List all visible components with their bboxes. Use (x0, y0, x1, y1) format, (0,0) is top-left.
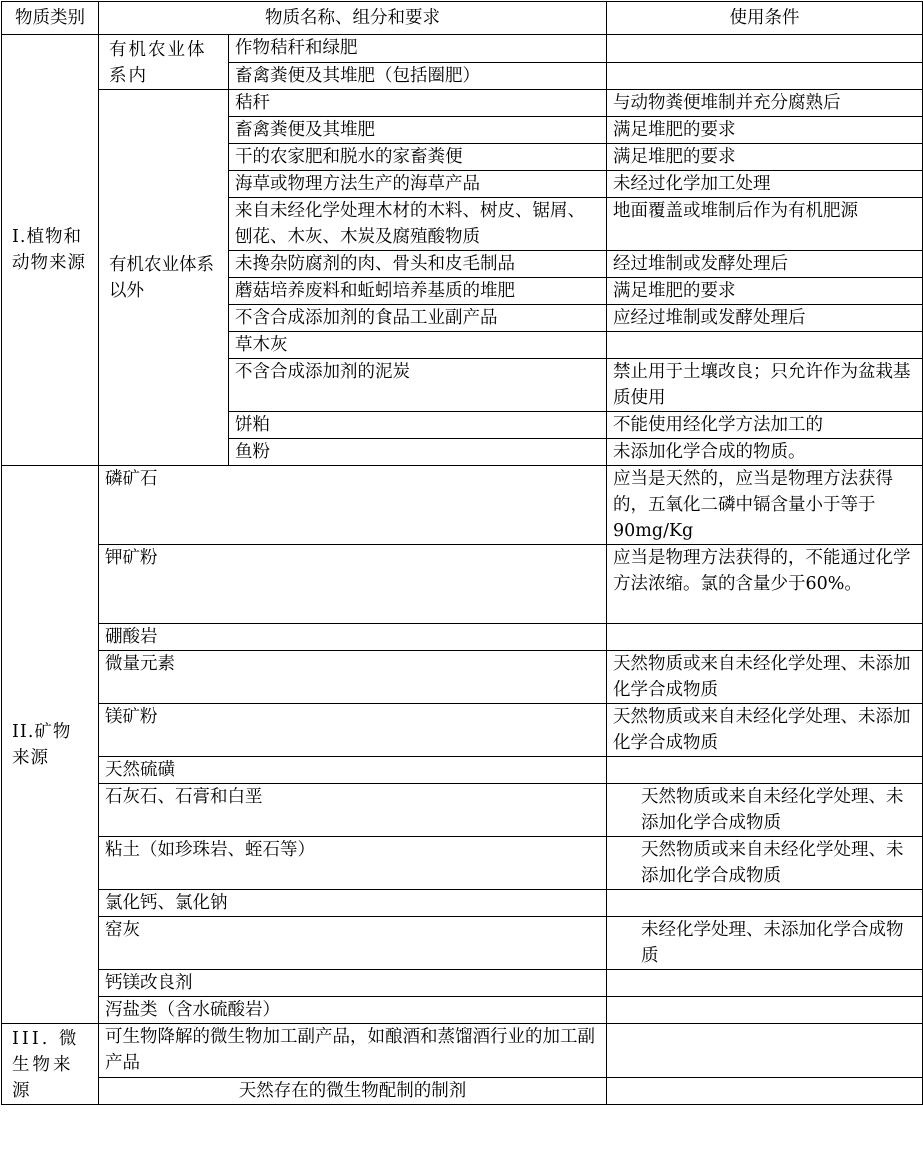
category-plant-animal: I.植物和动物来源 (2, 35, 99, 466)
material-name: 硼酸岩 (99, 624, 607, 651)
material-name: 未搀杂防腐剂的肉、骨头和皮毛制品 (229, 251, 607, 278)
material-name: 镁矿粉 (99, 704, 607, 757)
table-row (2, 1077, 923, 1104)
usage-condition: 禁止用于土壤改良；只允许作为盆栽基质使用 (607, 359, 923, 412)
table-row (2, 997, 923, 1024)
material-name: 不含合成添加剂的泥炭 (229, 359, 607, 412)
category-mineral: II.矿物来源 (2, 466, 99, 1024)
usage-condition: 应经过堆制或发酵处理后 (607, 305, 923, 332)
usage-condition: 应当是天然的，应当是物理方法获得的，五氧化二磷中镉含量小于等于 90mg/Kg (607, 466, 923, 545)
table-row (2, 90, 923, 117)
usage-condition (607, 757, 923, 784)
usage-condition: 满足堆肥的要求 (607, 117, 923, 144)
subcategory-inside: 有机农业体系内 (99, 35, 229, 90)
table-row (2, 970, 923, 997)
subcategory-outside: 有机农业体系以外 (99, 90, 229, 466)
usage-condition: 天然物质或来自未经化学处理、未添加化学合成物质 (607, 704, 923, 757)
material-name: 石灰石、石膏和白垩 (99, 784, 607, 837)
header-material: 物质名称、组分和要求 (99, 2, 607, 35)
usage-condition: 不能使用经化学方法加工的 (607, 412, 923, 439)
usage-condition (607, 890, 923, 917)
usage-condition: 地面覆盖或堆制后作为有机肥源 (607, 198, 923, 251)
usage-condition: 满足堆肥的要求 (607, 144, 923, 171)
material-name: 干的农家肥和脱水的家畜粪便 (229, 144, 607, 171)
material-name: 鱼粉 (229, 439, 607, 466)
material-name: 畜禽粪便及其堆肥（包括圈肥） (229, 62, 607, 90)
usage-condition: 经过堆制或发酵处理后 (607, 251, 923, 278)
usage-condition (607, 624, 923, 651)
material-name: 窑灰 (99, 917, 607, 970)
usage-condition: 天然物质或来自未经化学处理、未添加化学合成物质 (607, 837, 923, 890)
material-name: 不含合成添加剂的食品工业副产品 (229, 305, 607, 332)
usage-condition: 天然物质或来自未经化学处理、未添加化学合成物质 (607, 784, 923, 837)
table-row (2, 890, 923, 917)
material-name: 天然存在的微生物配制的制剂 (99, 1077, 607, 1104)
table-row (2, 1024, 923, 1078)
usage-condition: 天然物质或来自未经化学处理、未添加化学合成物质 (607, 651, 923, 704)
header-category: 物质类别 (2, 2, 99, 35)
usage-condition: 未经过化学加工处理 (607, 171, 923, 198)
table-row (2, 651, 923, 704)
material-name: 微量元素 (99, 651, 607, 704)
table-row (2, 917, 923, 970)
material-name: 泻盐类（含水硫酸岩） (99, 997, 607, 1024)
usage-condition (607, 62, 923, 90)
table-row (2, 624, 923, 651)
material-name: 蘑菇培养废料和蚯蚓培养基质的堆肥 (229, 278, 607, 305)
table-row (2, 837, 923, 890)
usage-condition: 未添加化学合成的物质。 (607, 439, 923, 466)
material-name: 来自未经化学处理木材的木料、树皮、锯屑、刨花、木灰、木炭及腐殖酸物质 (229, 198, 607, 251)
table-row (2, 466, 923, 545)
table-row (2, 545, 923, 624)
table-header-row (2, 2, 923, 35)
usage-condition: 满足堆肥的要求 (607, 278, 923, 305)
material-name: 饼粕 (229, 412, 607, 439)
usage-condition: 与动物粪便堆制并充分腐熟后 (607, 90, 923, 117)
usage-condition: 应当是物理方法获得的，不能通过化学方法浓缩。氯的含量少于60%。 (607, 545, 923, 624)
material-name: 秸秆 (229, 90, 607, 117)
material-name: 畜禽粪便及其堆肥 (229, 117, 607, 144)
table-row (2, 35, 923, 63)
category-microbial: III. 微生物来源 (2, 1024, 99, 1105)
material-name: 海草或物理方法生产的海草产品 (229, 171, 607, 198)
usage-condition (607, 1024, 923, 1078)
material-name: 钙镁改良剂 (99, 970, 607, 997)
material-name: 草木灰 (229, 332, 607, 359)
table-row (2, 704, 923, 757)
material-name: 可生物降解的微生物加工副产品，如酿酒和蒸馏酒行业的加工副产品 (99, 1024, 607, 1078)
header-condition: 使用条件 (607, 2, 923, 35)
material-name: 粘土（如珍珠岩、蛭石等） (99, 837, 607, 890)
usage-condition (607, 35, 923, 63)
table-row (2, 784, 923, 837)
material-name: 天然硫磺 (99, 757, 607, 784)
material-name: 磷矿石 (99, 466, 607, 545)
fertilizer-materials-table (1, 1, 923, 1105)
material-name: 氯化钙、氯化钠 (99, 890, 607, 917)
usage-condition: 未经化学处理、未添加化学合成物质 (607, 917, 923, 970)
material-name: 作物秸秆和绿肥 (229, 35, 607, 63)
usage-condition (607, 332, 923, 359)
material-name: 钾矿粉 (99, 545, 607, 624)
table-row (2, 757, 923, 784)
usage-condition (607, 970, 923, 997)
usage-condition (607, 997, 923, 1024)
usage-condition (607, 1077, 923, 1104)
